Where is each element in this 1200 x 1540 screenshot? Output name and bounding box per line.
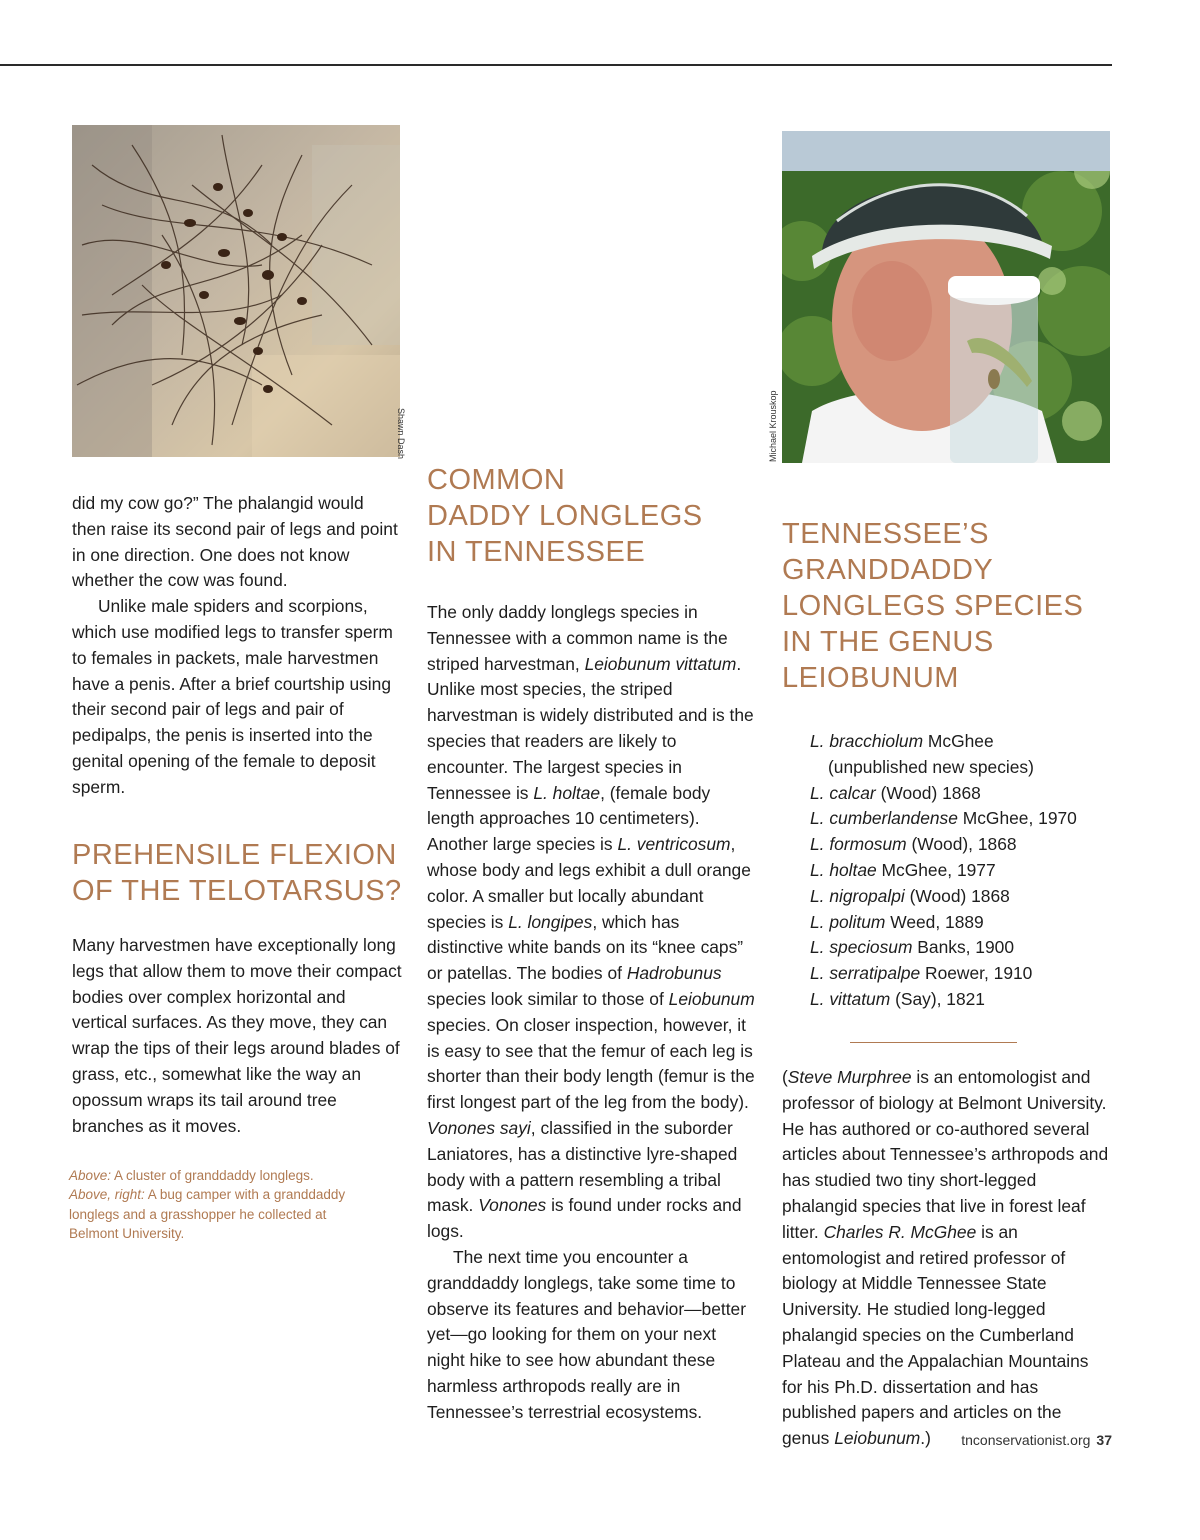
heading-line: TENNESSEE’S xyxy=(782,518,989,550)
species-name: L. ventricosum xyxy=(617,834,731,855)
text-run: is found under rocks and logs. xyxy=(427,1195,742,1242)
caption-above-label: Above: xyxy=(69,1168,112,1183)
species-name: Leiobunum vittatum xyxy=(584,653,737,674)
species-name: L. longipes xyxy=(508,911,593,932)
photo-caption xyxy=(69,1166,374,1243)
species-name: L. bracchiolum xyxy=(810,731,924,751)
text-run: is an entomologist and retired professor of biology at Middle Tennessee State University. He studied long-legged phalangid species on the Cumberland Plateau and the Appalachian Mountains for his Ph.D. dissertation and has published papers and articles on the genus xyxy=(782,1221,1089,1449)
species-name: L. cumberlandense xyxy=(810,808,958,829)
heading-prehensile-flexion xyxy=(72,837,402,909)
species-author: McGhee xyxy=(923,731,994,751)
species-author: (Wood) 1868 xyxy=(904,885,1010,906)
species-author: McGhee, 1970 xyxy=(957,808,1077,829)
text-run: ( xyxy=(782,1067,788,1087)
heading-tennessee-species xyxy=(782,516,1112,696)
species-author: McGhee, 1977 xyxy=(876,859,996,880)
text-run: is an entomologist and professor of biology at Belmont University. He has authored or co-authored several articles about Tennessee’s arthropods and has studied two tiny short-legged phalangid species that live in forest leaf litter. xyxy=(782,1067,1109,1242)
col2-paragraph-2: The next time you encounter a granddaddy longlegs, take some time to observe its features and behavior—better yet—go looking for them on your next night hike to see how abundant these harmless arthropods really are in Tennessee’s terrestrial ecosystems. xyxy=(427,1246,747,1422)
text-run: The only daddy longlegs species in Tennessee with a common name is the striped harvestman, xyxy=(427,602,728,674)
species-author: (Say), 1821 xyxy=(890,988,985,1009)
text-run: , classified in the suborder Laniatores, has a distinctive lyre-shaped body with a pattern resembling a tribal mask. xyxy=(427,1117,738,1216)
author-bio xyxy=(782,1065,1112,1452)
species-name: Vonones sayi xyxy=(427,1117,531,1138)
genus-name: Leiobunum xyxy=(834,1428,921,1449)
photo-credit-left: Shawn Dash xyxy=(396,408,406,460)
text-run: , (female body length approaches 10 centimeters). Another large species is xyxy=(427,782,711,855)
column-right-bio xyxy=(782,1065,1112,1452)
species-item xyxy=(810,961,1110,987)
bug-camper-image xyxy=(782,131,1110,463)
caption-above-text: A cluster of granddaddy longlegs. xyxy=(111,1168,314,1183)
species-author: (Wood), 1868 xyxy=(906,834,1017,855)
species-name: L. speciosum xyxy=(810,937,913,958)
heading-line: OF THE TELOTARSUS? xyxy=(72,875,402,907)
heading-common-daddy-longlegs xyxy=(427,462,757,570)
species-item xyxy=(810,910,1110,936)
species-name: L. nigropalpi xyxy=(810,885,905,906)
photo-credit-right: Michael Krouskop xyxy=(768,390,778,462)
species-name: L. formosum xyxy=(810,834,907,855)
species-item xyxy=(810,884,1110,910)
page-footer xyxy=(961,1432,1112,1448)
photo-harvestmen-cluster xyxy=(72,125,400,457)
col1-paragraph-3: Many harvestmen have exceptionally long legs that allow them to move their compact bodies over complex horizontal and vertical surfaces. As they move, they can wrap the tips of their legs around blades of grass, etc., somewhat like the way an opossum wraps its tail around tree branches as it moves. xyxy=(72,935,402,1136)
heading-line: LEIOBUNUM xyxy=(782,662,959,694)
species-name: L. holtae xyxy=(533,782,601,803)
species-author: Roewer, 1910 xyxy=(920,963,1033,984)
heading-line: DADDY LONGLEGS xyxy=(427,500,703,532)
species-item xyxy=(810,858,1110,884)
heading-line: COMMON xyxy=(427,464,566,496)
heading-line: IN TENNESSEE xyxy=(427,536,646,568)
species-item xyxy=(810,781,1110,807)
species-author: (Wood) 1868 xyxy=(875,782,981,803)
species-name: L. serratipalpe xyxy=(810,963,921,984)
text-run: .) xyxy=(920,1428,931,1449)
top-rule xyxy=(0,64,1112,66)
species-item xyxy=(810,729,1110,755)
genus-name: Vonones xyxy=(478,1195,547,1216)
species-name: L. politum xyxy=(810,911,886,932)
harvestmen-cluster-image xyxy=(72,125,400,457)
caption-right-label: Above, right: xyxy=(69,1187,145,1203)
species-item xyxy=(810,806,1110,832)
species-name: L. calcar xyxy=(810,782,876,803)
col2-paragraph-1 xyxy=(427,600,757,1245)
text-run: , which has distinctive white bands on its “knee caps” or patellas. The bodies of xyxy=(427,911,744,984)
footer-site[interactable]: tnconservationist.org xyxy=(961,1432,1091,1448)
section-divider xyxy=(850,1042,1017,1043)
author-name: Charles R. McGhee xyxy=(823,1221,977,1242)
photo-bug-camper xyxy=(782,131,1110,463)
caption-right-text: A bug camper with a granddaddy longlegs and a grasshopper he collected at Belmont University. xyxy=(69,1187,346,1241)
species-author: Weed, 1889 xyxy=(885,911,984,932)
author-name: Steve Murphree xyxy=(787,1067,912,1087)
species-list xyxy=(810,729,1110,1013)
text-run: . Unlike most species, the striped harvestman is widely distributed and is the species that readers are likely to encounter. The largest species in Tennessee is xyxy=(427,653,754,803)
column-left xyxy=(72,491,402,801)
page-number: 37 xyxy=(1096,1432,1112,1448)
genus-name: Leiobunum xyxy=(668,988,755,1009)
species-item xyxy=(810,987,1110,1013)
genus-name: Hadrobunus xyxy=(626,963,722,984)
species-name: L. holtae xyxy=(810,859,877,880)
column-left-lower xyxy=(72,933,402,1139)
text-run: species. On closer inspection, however, it is easy to see that the femur of each leg is shorter than their body length (femur is the first longest part of the leg from the body). xyxy=(427,1014,755,1113)
col1-paragraph-1: did my cow go?” The phalangid would then raise its second pair of legs and point in one direction. One does not know whether the cow was found. xyxy=(72,493,398,591)
species-item-note: (unpublished new species) xyxy=(828,756,1034,777)
species-author: Banks, 1900 xyxy=(912,937,1014,958)
text-run: species look similar to those of xyxy=(427,988,669,1009)
text-run: , whose body and legs exhibit a dull orange color. A smaller but locally abundant species is xyxy=(427,834,751,932)
heading-line: LONGLEGS SPECIES xyxy=(782,590,1084,622)
column-middle xyxy=(427,600,757,1426)
heading-line: GRANDDADDY xyxy=(782,554,994,586)
species-name: L. vittatum xyxy=(810,988,891,1009)
species-item xyxy=(810,935,1110,961)
heading-line: PREHENSILE FLEXION xyxy=(72,839,397,871)
heading-line: IN THE GENUS xyxy=(782,626,994,658)
species-item xyxy=(810,832,1110,858)
col1-paragraph-2: Unlike male spiders and scorpions, which use modified legs to transfer sperm to females in packets, male harvestmen have a penis. After a brief courtship using their second pair of legs and pair of pedipalps, the penis is inserted into the genital opening of the female to deposit sperm. xyxy=(72,596,393,797)
